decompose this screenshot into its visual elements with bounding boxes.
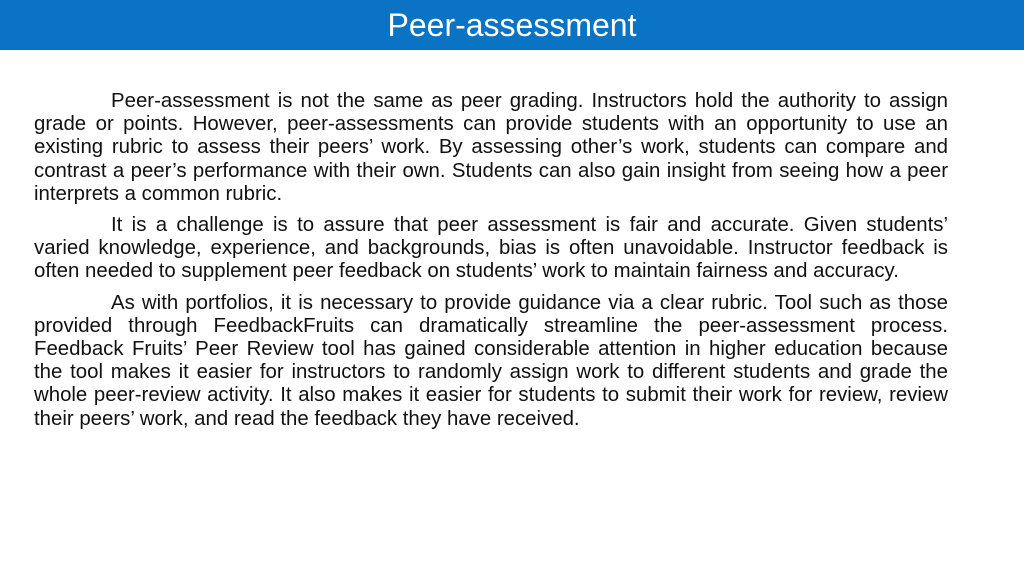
paragraph-rubric-guidance: As with portfolios, it is necessary to provide guidance via a clear rubric. Tool such as those provided through FeedbackFruits can dramatically streamline the peer-assessment process. Feedback Fruits’ Peer Review tool has gained considerable attention in higher education because the tool makes it easier for instructors to randomly assign work to different students and grade the whole peer-review activity. It also makes it easier for students to submit their work for review, review their peers’ work, and read the feedback they have received. [34, 291, 948, 430]
slide-title: Peer-assessment [387, 7, 637, 43]
paragraph-fairness-challenge: It is a challenge is to assure that peer assessment is fair and accurate. Given students’ varied knowledge, experience, and backgrounds, bias is often unavoidable. Instructor feedback is often needed to supplement peer feedback on students’ work to maintain fairness and accuracy. [34, 214, 948, 283]
slide-body [34, 90, 948, 439]
paragraph-peer-assessment-definition: Peer-assessment is not the same as peer grading. Instructors hold the authority to assign grade or points. However, peer-assessments can provide students with an opportunity to use an existing rubric to assess their peers’ work. By assessing other’s work, students can compare and contrast a peer’s performance with their own. Students can also gain insight from seeing how a peer interprets a common rubric. [34, 90, 948, 205]
title-bar [0, 0, 1024, 50]
